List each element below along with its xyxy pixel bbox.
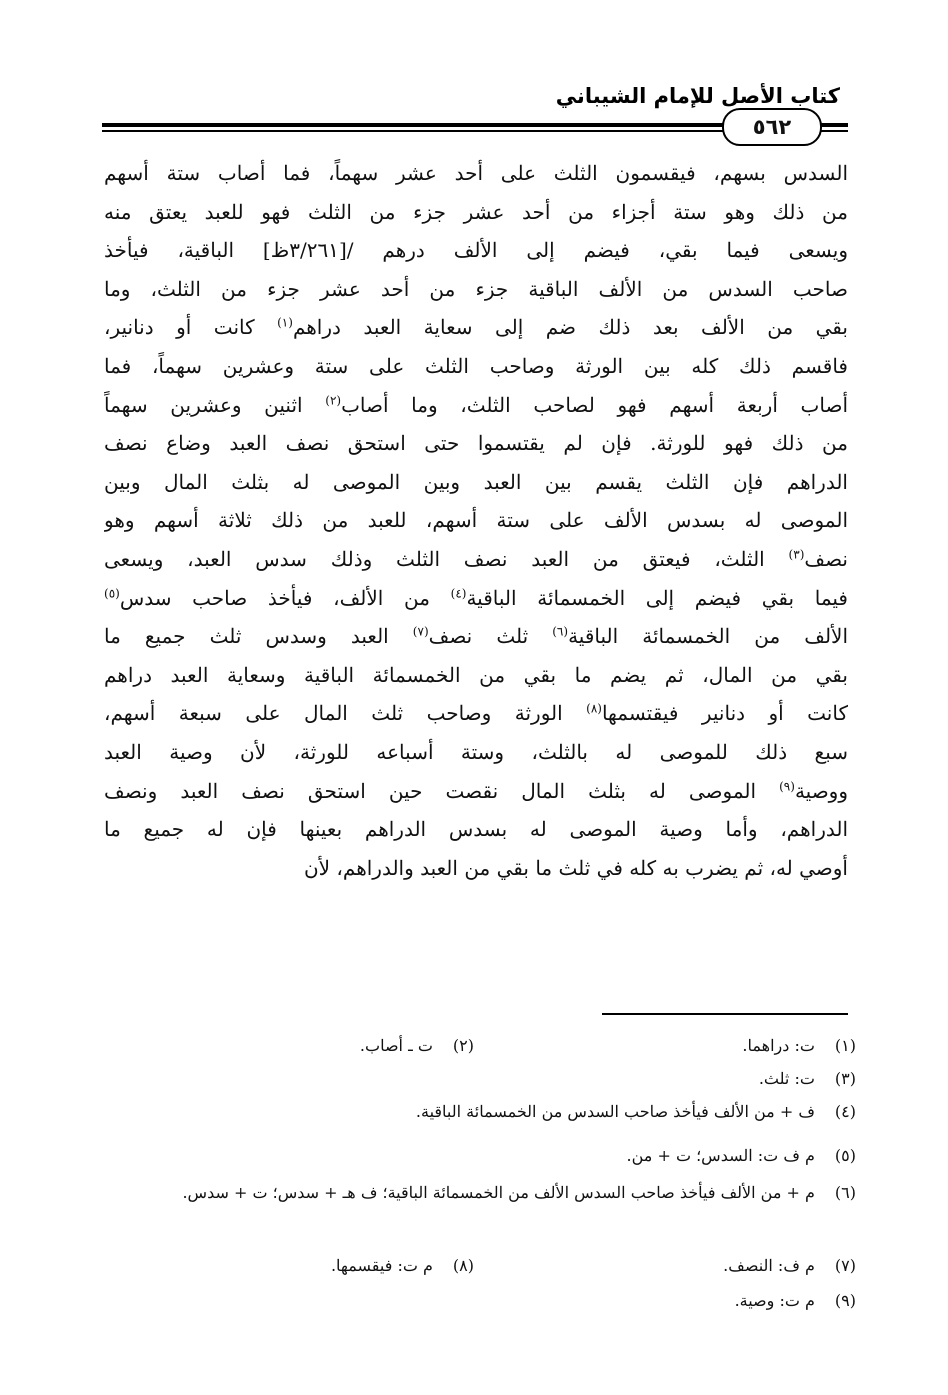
text-line: بقي من المال، ثم يضم ما بقي من الخمسمائة الباقية وسعاية العبد دراهم [104, 662, 848, 687]
running-title: كتاب الأصل للإمام الشيباني [555, 84, 840, 108]
text-line: فاقسم ذلك كله بين الورثة وصاحب الثلث على ستة وعشرين سهماً، فما [104, 353, 848, 378]
footnote-7: (٧) م ف: النصف. [723, 1256, 856, 1275]
footnote-marker: (١) [277, 315, 293, 330]
text-line: الدراهم، وأما وصية الموصى له بسدس الدراهم بعينها فإن له جميع ما [104, 817, 848, 842]
text-line: ويسعى فيما بقي، فيضم إلى الألف درهم /[٣/٢٦١ظ] الباقية، فيأخذ [104, 238, 848, 263]
footnote-8: (٨) م ت: فيقسمها. [330, 1256, 474, 1275]
footnote-3: (٣) ت: ثلث. [758, 1069, 856, 1088]
page-number: ٥٦٢ [752, 115, 792, 139]
text-line: سبع ذلك للموصى له بالثلث، وستة أسباعه للورثة، لأن وصية العبد [104, 739, 848, 764]
text-line: كانت أو دنانير فيقتسمها$^{(٨)}$ الورثة وصاحب ثلث المال على سبعة أسهم، [104, 701, 848, 726]
footnote-marker: (٦) [552, 624, 569, 639]
text-line: أصاب أربعة أسهم فهو لصاحب الثلث، وما أصاب$^{(٢)}$ اثنين وعشرين سهماً [104, 392, 848, 417]
page-number-badge [722, 108, 822, 146]
footnote-6: (٦) م + من الألف فيأخذ صاحب السدس الألف من الخمسمائة الباقية؛ ف هـ + سدس؛ ت + سدس. [182, 1183, 856, 1202]
text-line: بقي من الألف بعد ذلك ضم إلى سعاية العبد دراهم$^{(١)}$ كانت أو دنانير، [104, 315, 848, 340]
footnote-marker: (٥) [104, 585, 120, 600]
text-line: ووصية$^{(٩)}$ الموصى له بثلث المال نقصت حين استحق نصف العبد ونصف [104, 778, 848, 803]
text-line: الألف من الخمسمائة الباقية$^{(٦)}$ ثلث نصف$^{(٧)}$ العبد وسدس ثلث جميع ما [104, 624, 848, 649]
text-line: الدراهم فإن الثلث يقسم بين العبد وبين الموصى له بثلث المال وبين [104, 469, 848, 494]
footnote-separator [602, 1013, 848, 1015]
main-text [104, 154, 848, 887]
text-line: فيما بقي فيضم إلى الخمسمائة الباقية$^{(٤)}$ من الألف، فيأخذ صاحب سدس$^{(٥)}$ [104, 585, 848, 610]
text-line: من ذلك وهو ستة أجزاء من أحد عشر جزء من الثلث فهو للعبد يعتق منه [104, 199, 848, 224]
text-line: السدس بسهم، فيقسمون الثلث على أحد عشر سهماً، فما أصاب ستة أسهم [104, 161, 848, 185]
footnote-marker: (٢) [325, 392, 342, 407]
footnote-5: (٥) م ف ت: السدس؛ ت + من. [626, 1146, 856, 1165]
text-line: من ذلك فهو للورثة. فإن لم يقتسموا حتى استحق نصف العبد وضاع نصف [104, 431, 848, 456]
footnote-marker: (٤) [450, 585, 467, 600]
text-line: نصف$^{(٣)}$ الثلث، فيعتق من العبد نصف الثلث وذلك سدس العبد، ويسعى [104, 546, 848, 571]
footnote-marker: (٨) [586, 701, 602, 716]
footnote-9: (٩) م ت: وصية. [734, 1291, 856, 1310]
text-line: صاحب السدس من الألف الباقية جزء من أحد عشر جزء من الثلث، وما [104, 276, 848, 301]
footnote-marker: (٩) [779, 778, 795, 793]
footnote-marker: (٣) [788, 547, 805, 562]
footnote-2: (٢) ت ـ أصاب. [359, 1036, 474, 1055]
footnote-marker: (٧) [412, 624, 429, 639]
text-line: أوصي له، ثم يضرب به كله في ثلث ما بقي من العبد والدراهم، لأن [303, 855, 848, 880]
text-line: الموصى له بسدس الألف على ستة أسهم، للعبد من ذلك ثلاثة أسهم وهو [104, 508, 848, 533]
footnote-1: (١) ت: دراهما. [742, 1036, 856, 1055]
footnote-4: (٤) ف + من الألف فيأخذ صاحب السدس من الخمسمائة الباقية. [415, 1102, 856, 1121]
